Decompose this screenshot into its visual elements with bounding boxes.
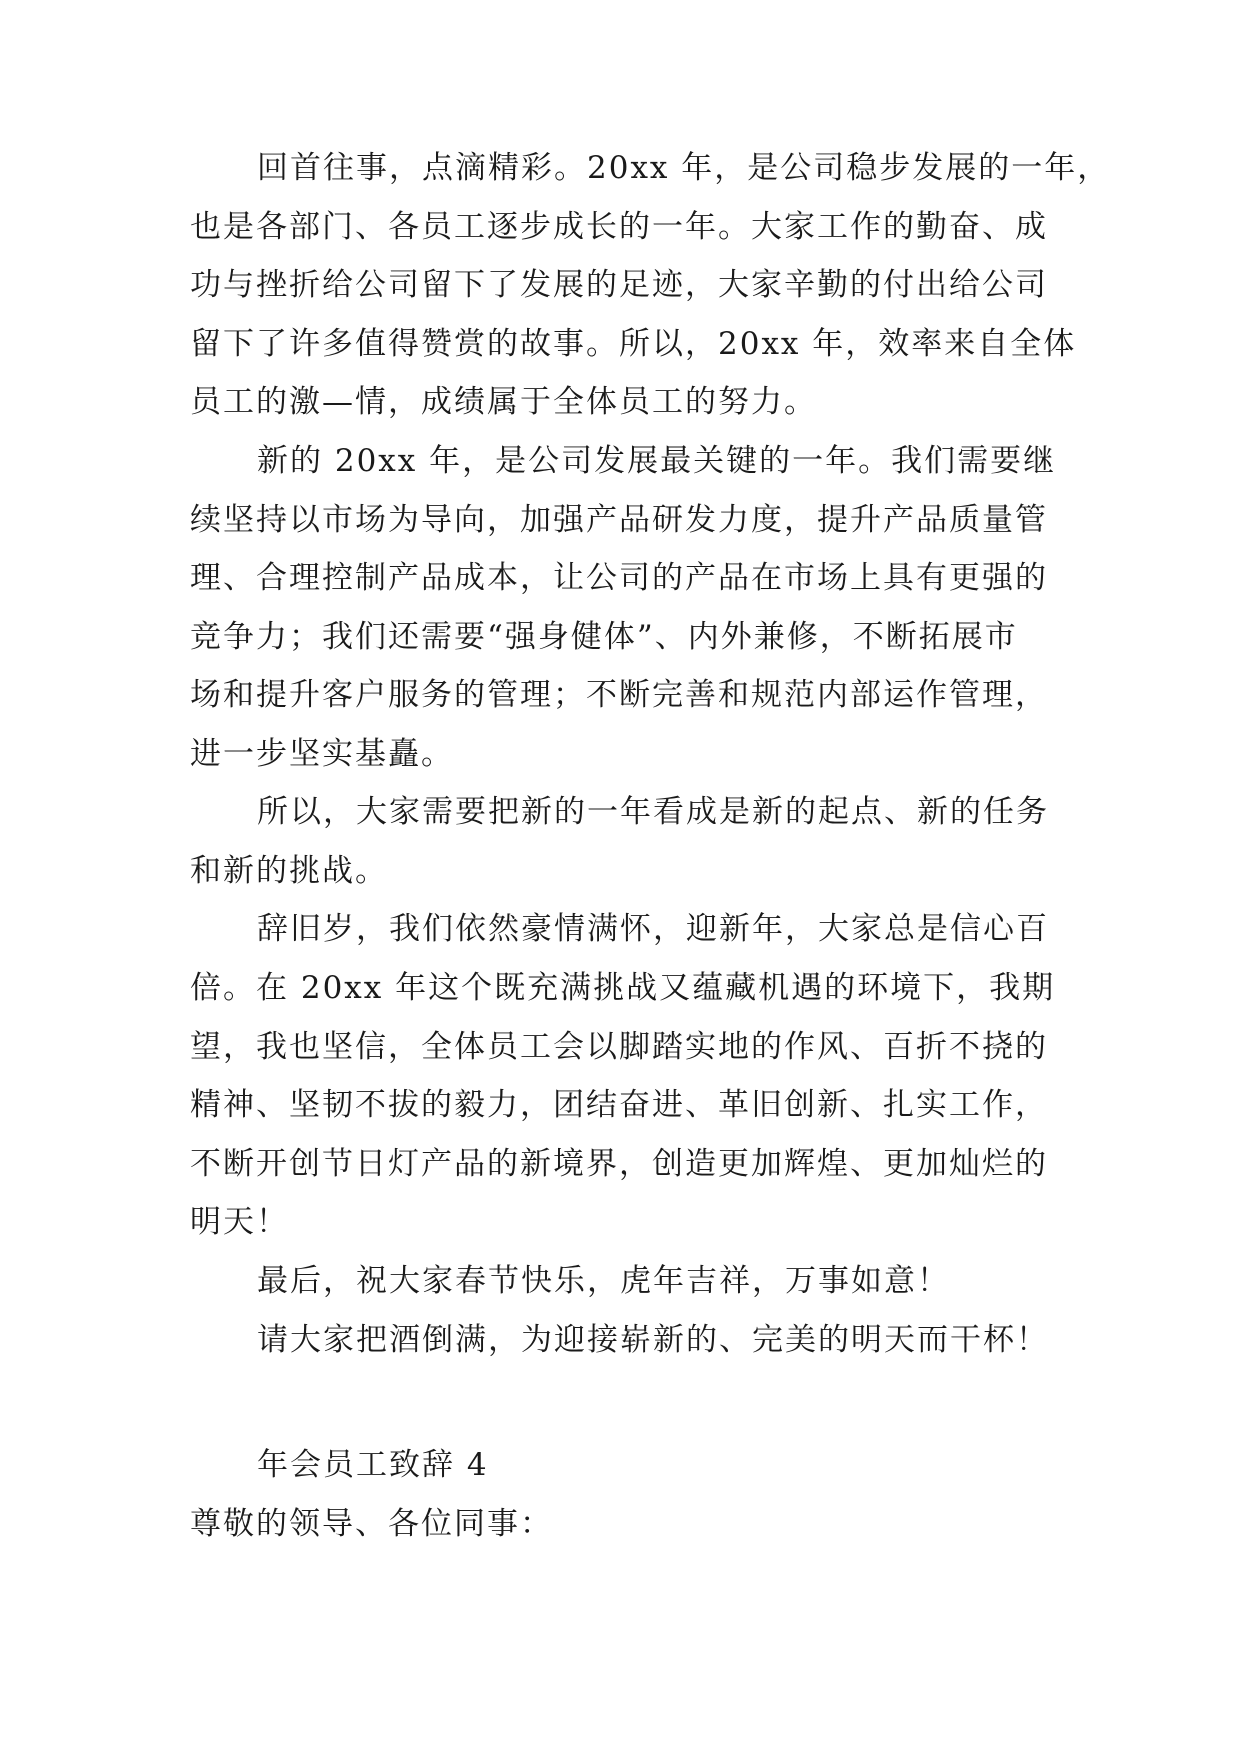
- paragraph-4-line-5: 不断开创节日灯产品的新境界，创造更加辉煌、更加灿烂的: [190, 1146, 1048, 1182]
- paragraph-1-line-4: 留下了许多值得赞赏的故事。所以，20xx 年，效率来自全体: [190, 326, 1077, 362]
- salutation: 尊敬的领导、各位同事：: [190, 1506, 553, 1542]
- paragraph-5-line-1: 最后，祝大家春节快乐，虎年吉祥，万事如意！: [257, 1263, 950, 1299]
- section-title: 年会员工致辞 4: [257, 1447, 489, 1483]
- paragraph-3-line-1: 所以，大家需要把新的一年看成是新的起点、新的任务: [257, 794, 1049, 830]
- paragraph-2-line-3: 理、合理控制产品成本，让公司的产品在市场上具有更强的: [190, 560, 1048, 596]
- paragraph-4-line-3: 望，我也坚信，全体员工会以脚踏实地的作风、百折不挠的: [190, 1029, 1048, 1065]
- paragraph-1-line-3: 功与挫折给公司留下了发展的足迹，大家辛勤的付出给公司: [190, 267, 1048, 303]
- paragraph-2-line-4: 竞争力；我们还需要“强身健体”、内外兼修，不断拓展市: [190, 619, 1018, 655]
- paragraph-2-line-6: 进一步坚实基矗。: [190, 736, 454, 772]
- paragraph-4-line-2: 倍。在 20xx 年这个既充满挑战又蕴藏机遇的环境下，我期: [190, 970, 1056, 1006]
- paragraph-1-line-2: 也是各部门、各员工逐步成长的一年。大家工作的勤奋、成: [190, 209, 1048, 245]
- paragraph-1-line-5: 员工的激—情，成绩属于全体员工的努力。: [190, 384, 817, 420]
- paragraph-1-line-1: 回首往事，点滴精彩。20xx 年，是公司稳步发展的一年，: [257, 150, 1111, 186]
- paragraph-2-line-5: 场和提升客户服务的管理；不断完善和规范内部运作管理，: [190, 677, 1048, 713]
- paragraph-6-line-1: 请大家把酒倒满，为迎接崭新的、完美的明天而干杯！: [257, 1322, 1049, 1358]
- paragraph-2-line-1: 新的 20xx 年，是公司发展最关键的一年。我们需要继: [257, 443, 1057, 479]
- paragraph-2-line-2: 续坚持以市场为导向，加强产品研发力度，提升产品质量管: [190, 502, 1048, 538]
- paragraph-4-line-6: 明天！: [190, 1204, 289, 1240]
- paragraph-3-line-2: 和新的挑战。: [190, 853, 388, 889]
- paragraph-4-line-4: 精神、坚韧不拔的毅力，团结奋进、革旧创新、扎实工作，: [190, 1087, 1048, 1123]
- paragraph-4-line-1: 辞旧岁，我们依然豪情满怀，迎新年，大家总是信心百: [257, 911, 1049, 947]
